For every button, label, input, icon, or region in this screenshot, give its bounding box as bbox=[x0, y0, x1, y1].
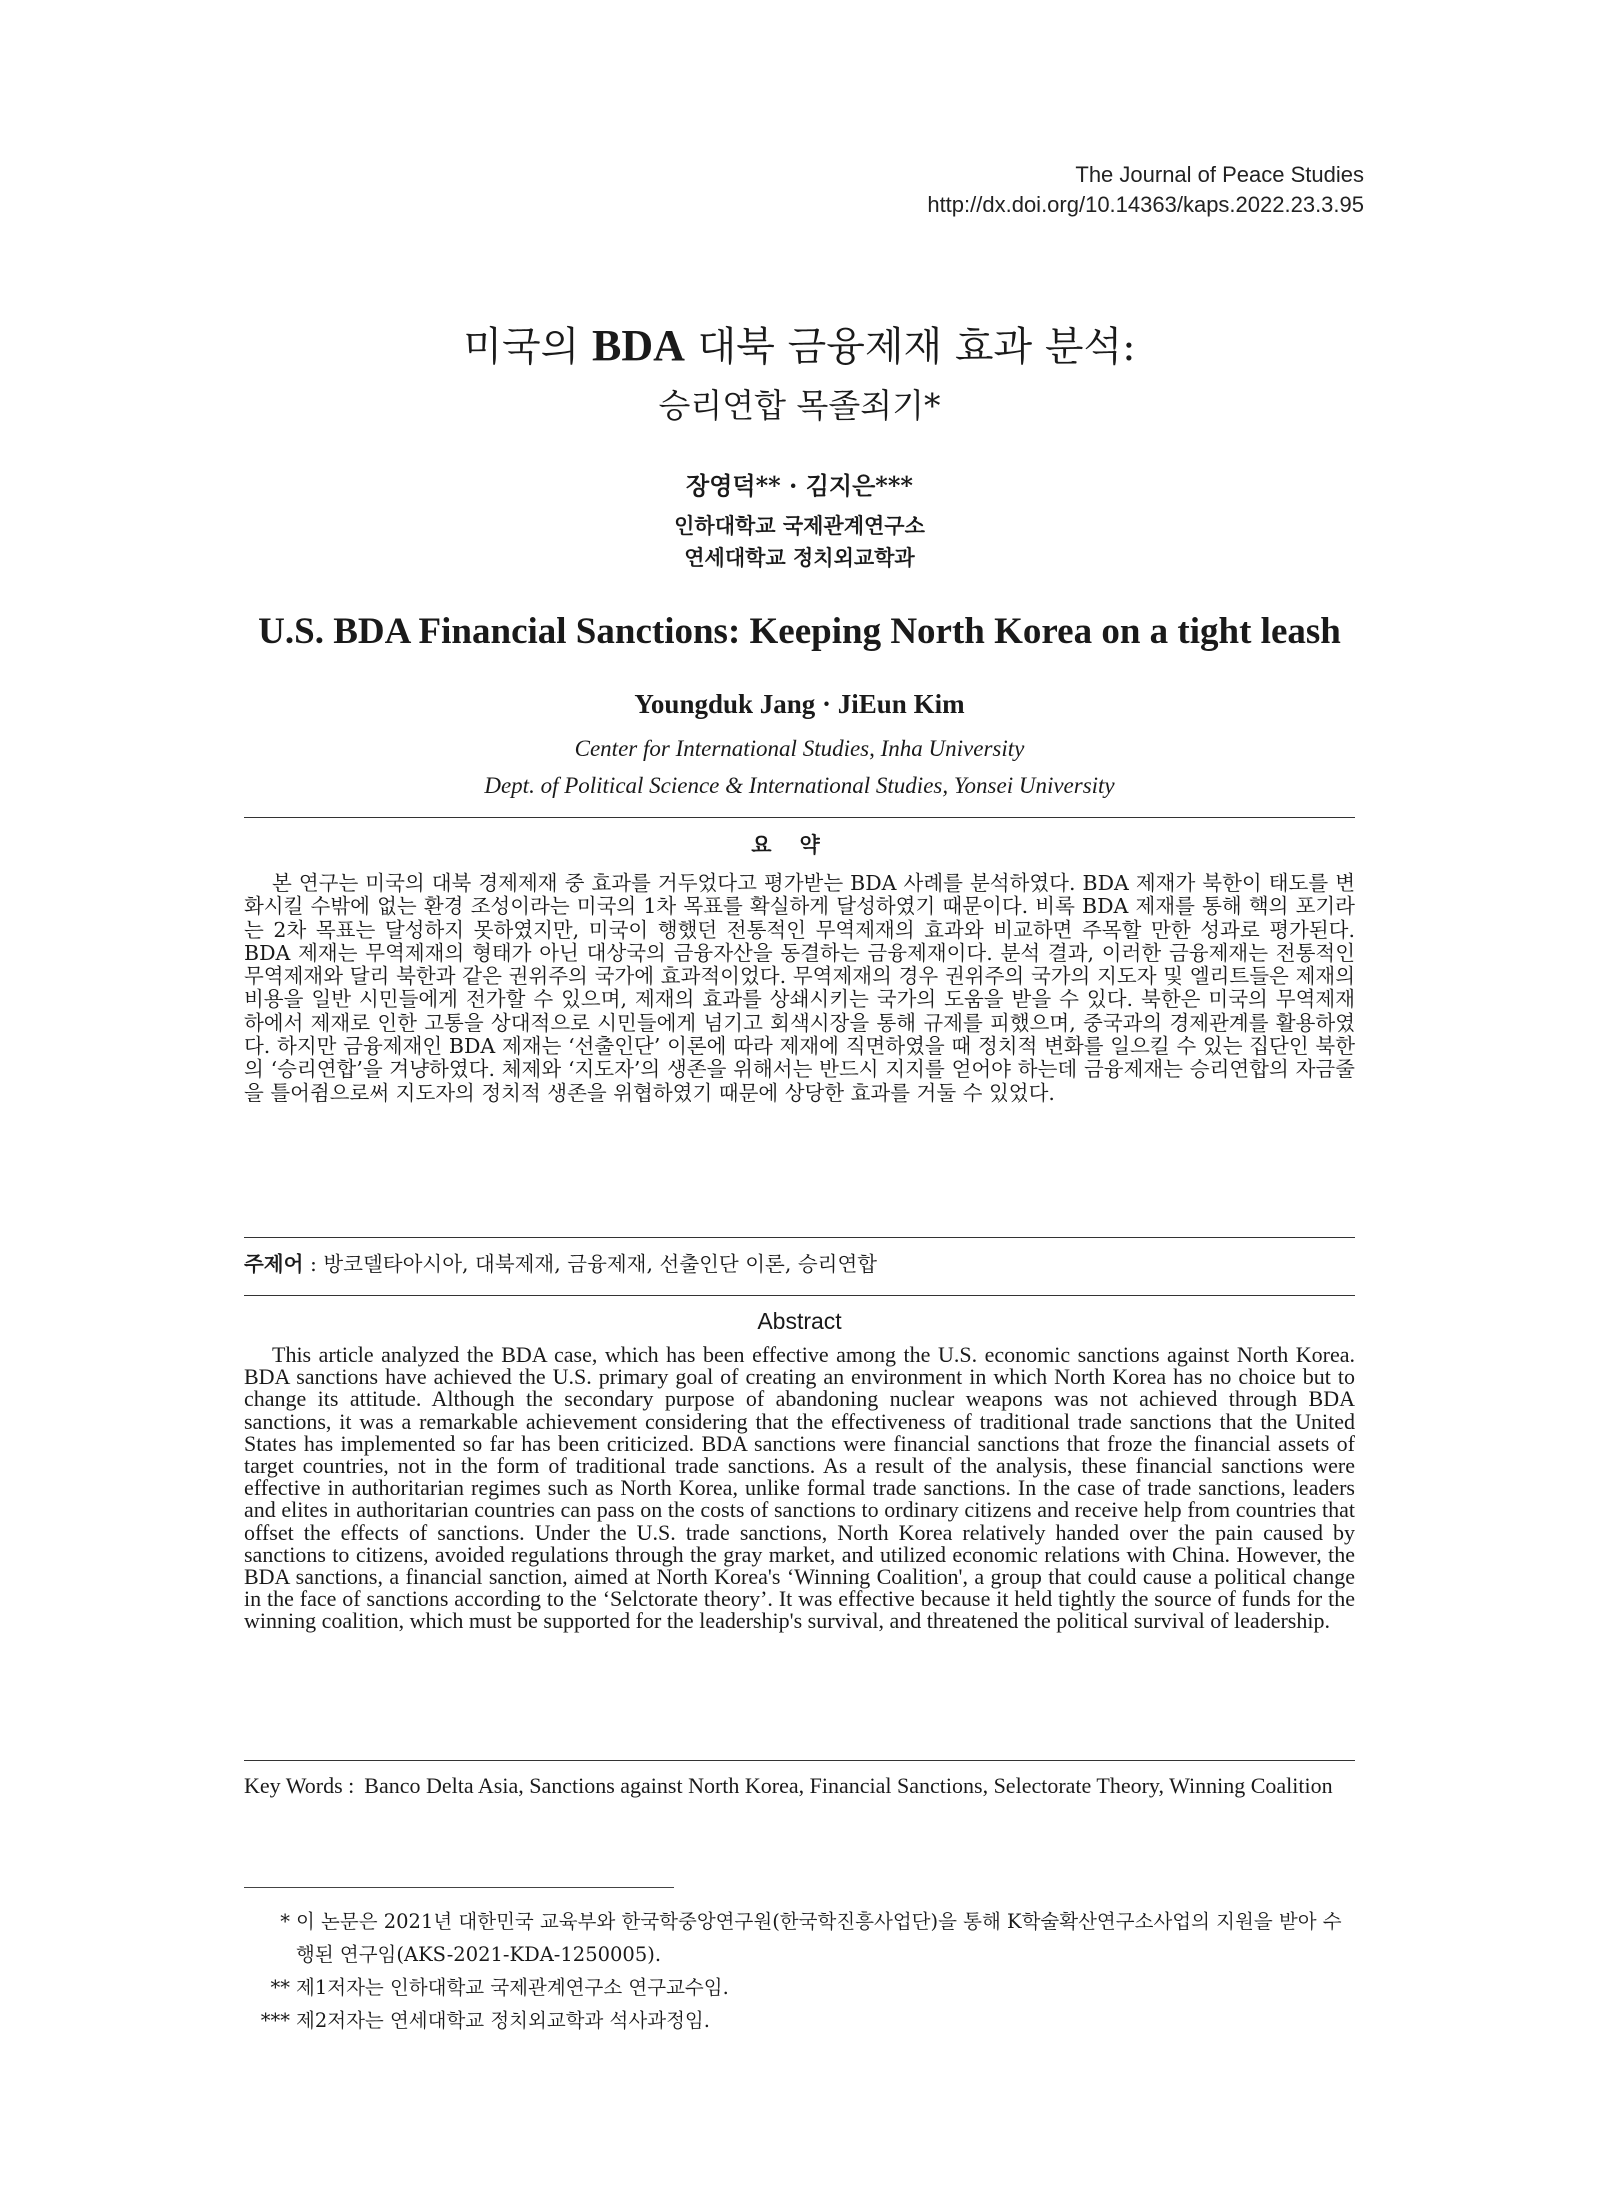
keywords-korean bbox=[244, 1249, 1355, 1279]
abstract-english-heading: Abstract bbox=[757, 1308, 842, 1334]
footnote-divider bbox=[244, 1887, 674, 1888]
divider-top bbox=[244, 817, 1355, 818]
footnote-mark: *** bbox=[260, 2009, 290, 2032]
affiliation-korean-1: 인하대학교 국제관계연구소 bbox=[674, 513, 925, 538]
footnote-mark: ** bbox=[270, 1976, 290, 1999]
journal-doi[interactable]: http://dx.doi.org/10.14363/kaps.2022.23.3.95 bbox=[927, 192, 1364, 217]
footnote-2 bbox=[244, 1971, 1355, 2004]
divider-before-keywords bbox=[244, 1237, 1355, 1238]
footnotes bbox=[244, 1905, 1355, 2037]
footnote-text: 이 논문은 2021년 대한민국 교육부와 한국학중앙연구원(한국학진흥사업단)을 통해 K학술확산연구소사업의 지원을 받아 수행된 연구임(AKS-2021-KDA-1250005). bbox=[296, 1910, 1342, 1966]
keywords-korean-separator: : bbox=[303, 1252, 324, 1276]
title-korean-part1: 미국의 bbox=[463, 324, 592, 370]
keywords-english bbox=[244, 1771, 1355, 1800]
abstract-korean-heading: 요약 bbox=[751, 832, 848, 857]
abstract-korean-body: 본 연구는 미국의 대북 경제제재 중 효과를 거두었다고 평가받는 BDA 사례를 분석하였다. BDA 제재가 북한이 태도를 변화시킬 수밖에 없는 환경 조성이라는 미국의 1차 목표를 확실하게 달성하였기 때문이다. 비록 BDA 제재를 통해 핵의 포기라는 2차 목표는 달성하지 못하였지만, 미국이 행했던 전통적인 무역제재의 효과와 비교하면 주목할 만한 성과로 평가된다. BDA 제재는 무역제재의 형태가 아닌 대상국의 금융자산을 동결하는 금융제재이다. 분석 결과, 이러한 금융제재는 전통적인 무역제재와 달리 북한과 같은 권위주의 국가에 효과적이었다. 무역제재의 경우 권위주의 국가의 지도자 및 엘리트들은 제재의 비용을 일반 시민들에게 전가할 수 있으며, 제재의 효과를 상쇄시키는 국가의 도움을 받을 수 있다. 북한은 미국의 무역제재 하에서 제재로 인한 고통을 상대적으로 시민들에게 넘기고 회색시장을 통해 규제를 피했으며, 중국과의 경제관계를 활용하였다. 하지만 금융제재인 BDA 제재는 ‘선출인단’ 이론에 따라 제재에 직면하였을 때 정치적 변화를 일으킬 수 있는 집단인 북한의 ‘승리연합’을 겨냥하였다. 체제와 ‘지도자’의 생존을 위해서는 반드시 지지를 얻어야 하는데 금융제재는 승리연합의 자금줄을 틀어쥠으로써 지도자의 정치적 생존을 위협하였기 때문에 상당한 효과를 거둘 수 있었다. bbox=[244, 871, 1355, 1105]
journal-name: The Journal of Peace Studies bbox=[1075, 162, 1364, 187]
authors-korean: 장영덕** · 김지은*** bbox=[686, 471, 913, 500]
title-english: U.S. BDA Financial Sanctions: Keeping North Korea on a tight leash bbox=[258, 611, 1341, 652]
affiliations-korean bbox=[0, 510, 1599, 574]
journal-header bbox=[927, 160, 1364, 220]
affiliation-english-1: Center for International Studies, Inha University bbox=[574, 736, 1025, 761]
divider-after-keywords bbox=[244, 1295, 1355, 1296]
subtitle-korean: 승리연합 목졸죄기* bbox=[658, 386, 941, 425]
footnote-text: 제1저자는 인하대학교 국제관계연구소 연구교수임. bbox=[296, 1976, 729, 1999]
title-korean-bda: BDA bbox=[591, 321, 685, 370]
keywords-english-label: Key Words : bbox=[244, 1773, 355, 1798]
authors-english: Youngduk Jang · JiEun Kim bbox=[634, 689, 965, 719]
footnote-1 bbox=[244, 1905, 1355, 1971]
affiliation-english-2: Dept. of Political Science & International Studies, Yonsei University bbox=[484, 773, 1115, 798]
footnote-3 bbox=[244, 2004, 1355, 2037]
keywords-korean-label: 주제어 bbox=[244, 1252, 304, 1276]
divider-before-keywords-english bbox=[244, 1760, 1355, 1761]
title-korean bbox=[0, 320, 1599, 373]
keywords-korean-list: 방코델타아시아, 대북제재, 금융제재, 선출인단 이론, 승리연합 bbox=[323, 1252, 878, 1276]
title-korean-part2: 대북 금융제재 효과 분석: bbox=[684, 324, 1136, 370]
affiliation-korean-2: 연세대학교 정치외교학과 bbox=[684, 545, 915, 570]
keywords-english-list: Banco Delta Asia, Sanctions against North Korea, Financial Sanctions, Selectorate Theory, Winning Coalition bbox=[364, 1773, 1333, 1798]
footnote-mark: * bbox=[280, 1910, 290, 1933]
affiliations-english bbox=[0, 730, 1599, 804]
footnote-text: 제2저자는 연세대학교 정치외교학과 석사과정임. bbox=[296, 2009, 710, 2032]
abstract-english-body: This article analyzed the BDA case, which has been effective among the U.S. economic sanctions against North Korea. BDA sanctions have achieved the U.S. primary goal of creating an environment in which North Korea has no choice but to change its attitude. Although the secondary purpose of abandoning nuclear weapons was not achieved through BDA sanctions, it was a remarkable achievement considering that the effectiveness of traditional trade sanctions that the United States has implemented so far has been criticized. BDA sanctions were financial sanctions that froze the financial assets of target countries, not in the form of traditional trade sanctions. As a result of the analysis, these financial sanctions were effective in authoritarian regimes such as North Korea, unlike formal trade sanctions. In the case of trade sanctions, leaders and elites in authoritarian countries can pass on the costs of sanctions to ordinary citizens and receive help from countries that offset the effects of sanctions. Under the U.S. trade sanctions, North Korea relatively handed over the pain caused by sanctions to citizens, avoided regulations through the gray market, and utilized economic relations with China. However, the BDA sanctions, a financial sanction, aimed at North Korea's ‘Winning Coalition', a group that could cause a political change in the face of sanctions according to the ‘Selctorate theory’. It was effective because it held tightly the source of funds for the winning coalition, which must be supported for the leadership's survival, and threatened the political survival of leadership. bbox=[244, 1342, 1355, 1634]
